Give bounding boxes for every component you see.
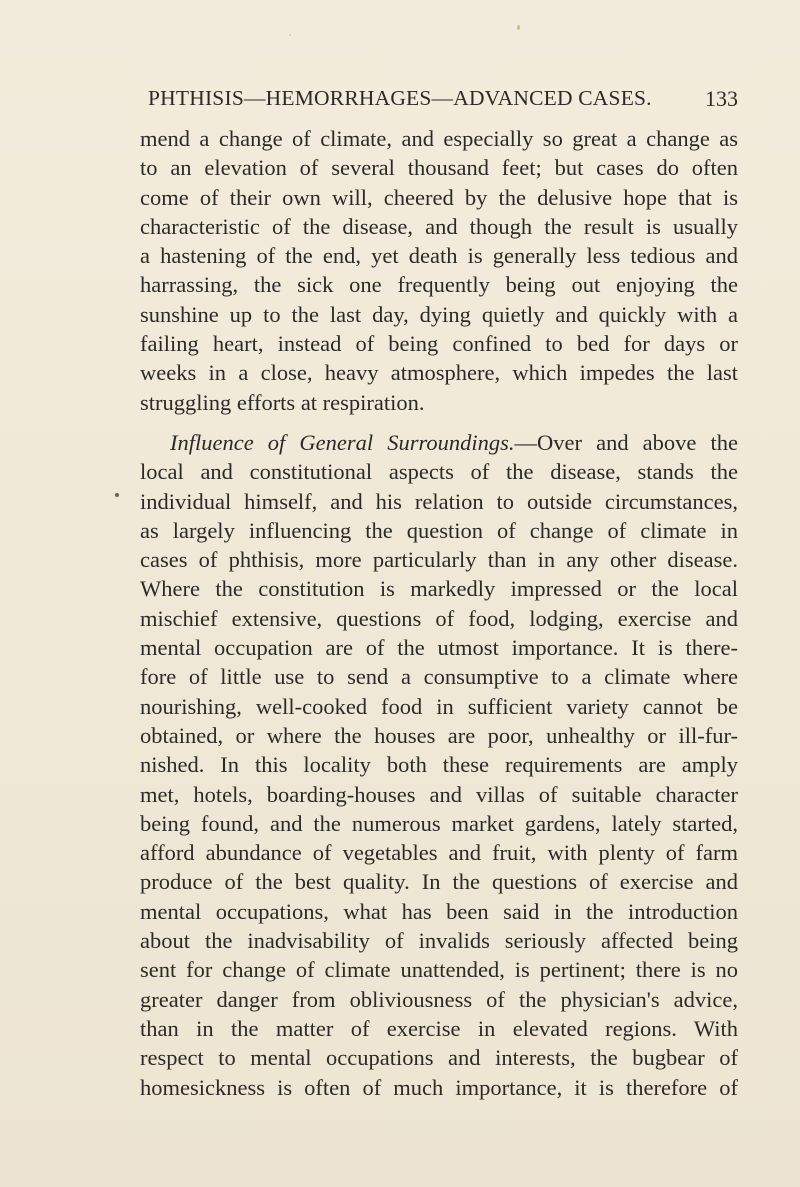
running-title: PHTHISIS—HEMORRHAGES—ADVANCED CASES.	[148, 86, 652, 110]
text-line: fore of little use to send a consumptive to a climate where	[140, 664, 738, 690]
text-line: harrassing, the sick one frequently being out enjoying the	[140, 272, 738, 298]
text-line: sent for change of climate unattended, is pertinent; there is no	[140, 957, 738, 983]
text-line: greater danger from obliviousness of the physician's advice,	[140, 986, 738, 1012]
text-line: cases of phthisis, more particularly than in any other disease.	[140, 547, 738, 573]
page-number: 133	[705, 86, 738, 111]
text-line: nourishing, well-cooked food in sufficient variety cannot be	[140, 693, 738, 719]
paper-speck	[289, 34, 291, 36]
text-line: about the inadvisability of invalids seriously affected being	[140, 928, 738, 954]
text-line: mischief extensive, questions of food, lodging, exercise and	[140, 605, 738, 631]
text-line: come of their own will, cheered by the delusive hope that is	[140, 184, 738, 210]
text-line: weeks in a close, heavy atmosphere, which impedes the last	[140, 360, 738, 386]
text-line: mend a change of climate, and especially so great a change as	[140, 126, 738, 151]
text-line: respect to mental occupations and interests, the bugbear of	[140, 1045, 738, 1071]
text-line	[140, 428, 738, 457]
text-line: nished. In this locality both these requirements are amply	[140, 752, 738, 778]
body-text	[140, 124, 738, 1102]
text-line: local and constitutional aspects of the disease, stands the	[140, 459, 738, 485]
text-line: mental occupations, what has been said in the introduction	[140, 898, 738, 924]
text-line: struggling efforts at respiration.	[140, 389, 425, 415]
text-line: individual himself, and his relation to outside circumstances,	[140, 488, 738, 514]
paragraph-gap	[140, 417, 738, 428]
text-line: obtained, or where the houses are poor, unhealthy or ill-fur-	[140, 722, 738, 748]
text-line: Where the constitution is markedly impressed or the local	[140, 576, 738, 602]
margin-mark	[115, 493, 119, 497]
text-line: produce of the best quality. In the questions of exercise and	[140, 869, 738, 895]
text-line: being found, and the numerous market gardens, lately started,	[140, 810, 738, 836]
text-line: characteristic of the disease, and though the result is usually	[140, 213, 738, 239]
text-line: sunshine up to the last day, dying quietly and quickly with a	[140, 301, 738, 327]
text-line: homesickness is often of much importance, it is therefore of	[140, 1074, 738, 1100]
text-line: failing heart, instead of being confined to bed for days or	[140, 331, 738, 357]
text-line: met, hotels, boarding-houses and villas of suitable character	[140, 781, 738, 807]
paper-speck	[517, 25, 520, 30]
text-line: to an elevation of several thousand feet; but cases do often	[140, 155, 738, 181]
paragraph	[140, 428, 738, 1102]
text-line: afford abundance of vegetables and fruit, with plenty of farm	[140, 840, 738, 866]
text-line: a hastening of the end, yet death is generally less tedious and	[140, 243, 738, 269]
text-line: than in the matter of exercise in elevated regions. With	[140, 1015, 738, 1041]
section-heading: Influence of General Surroundings.	[170, 429, 515, 455]
text-line: mental occupation are of the utmost importance. It is there-	[140, 635, 738, 661]
text-line: as largely influencing the question of change of climate in	[140, 517, 738, 543]
running-head	[140, 86, 738, 114]
heading-continuation: —Over and above the	[514, 429, 738, 455]
paragraph	[140, 124, 738, 417]
